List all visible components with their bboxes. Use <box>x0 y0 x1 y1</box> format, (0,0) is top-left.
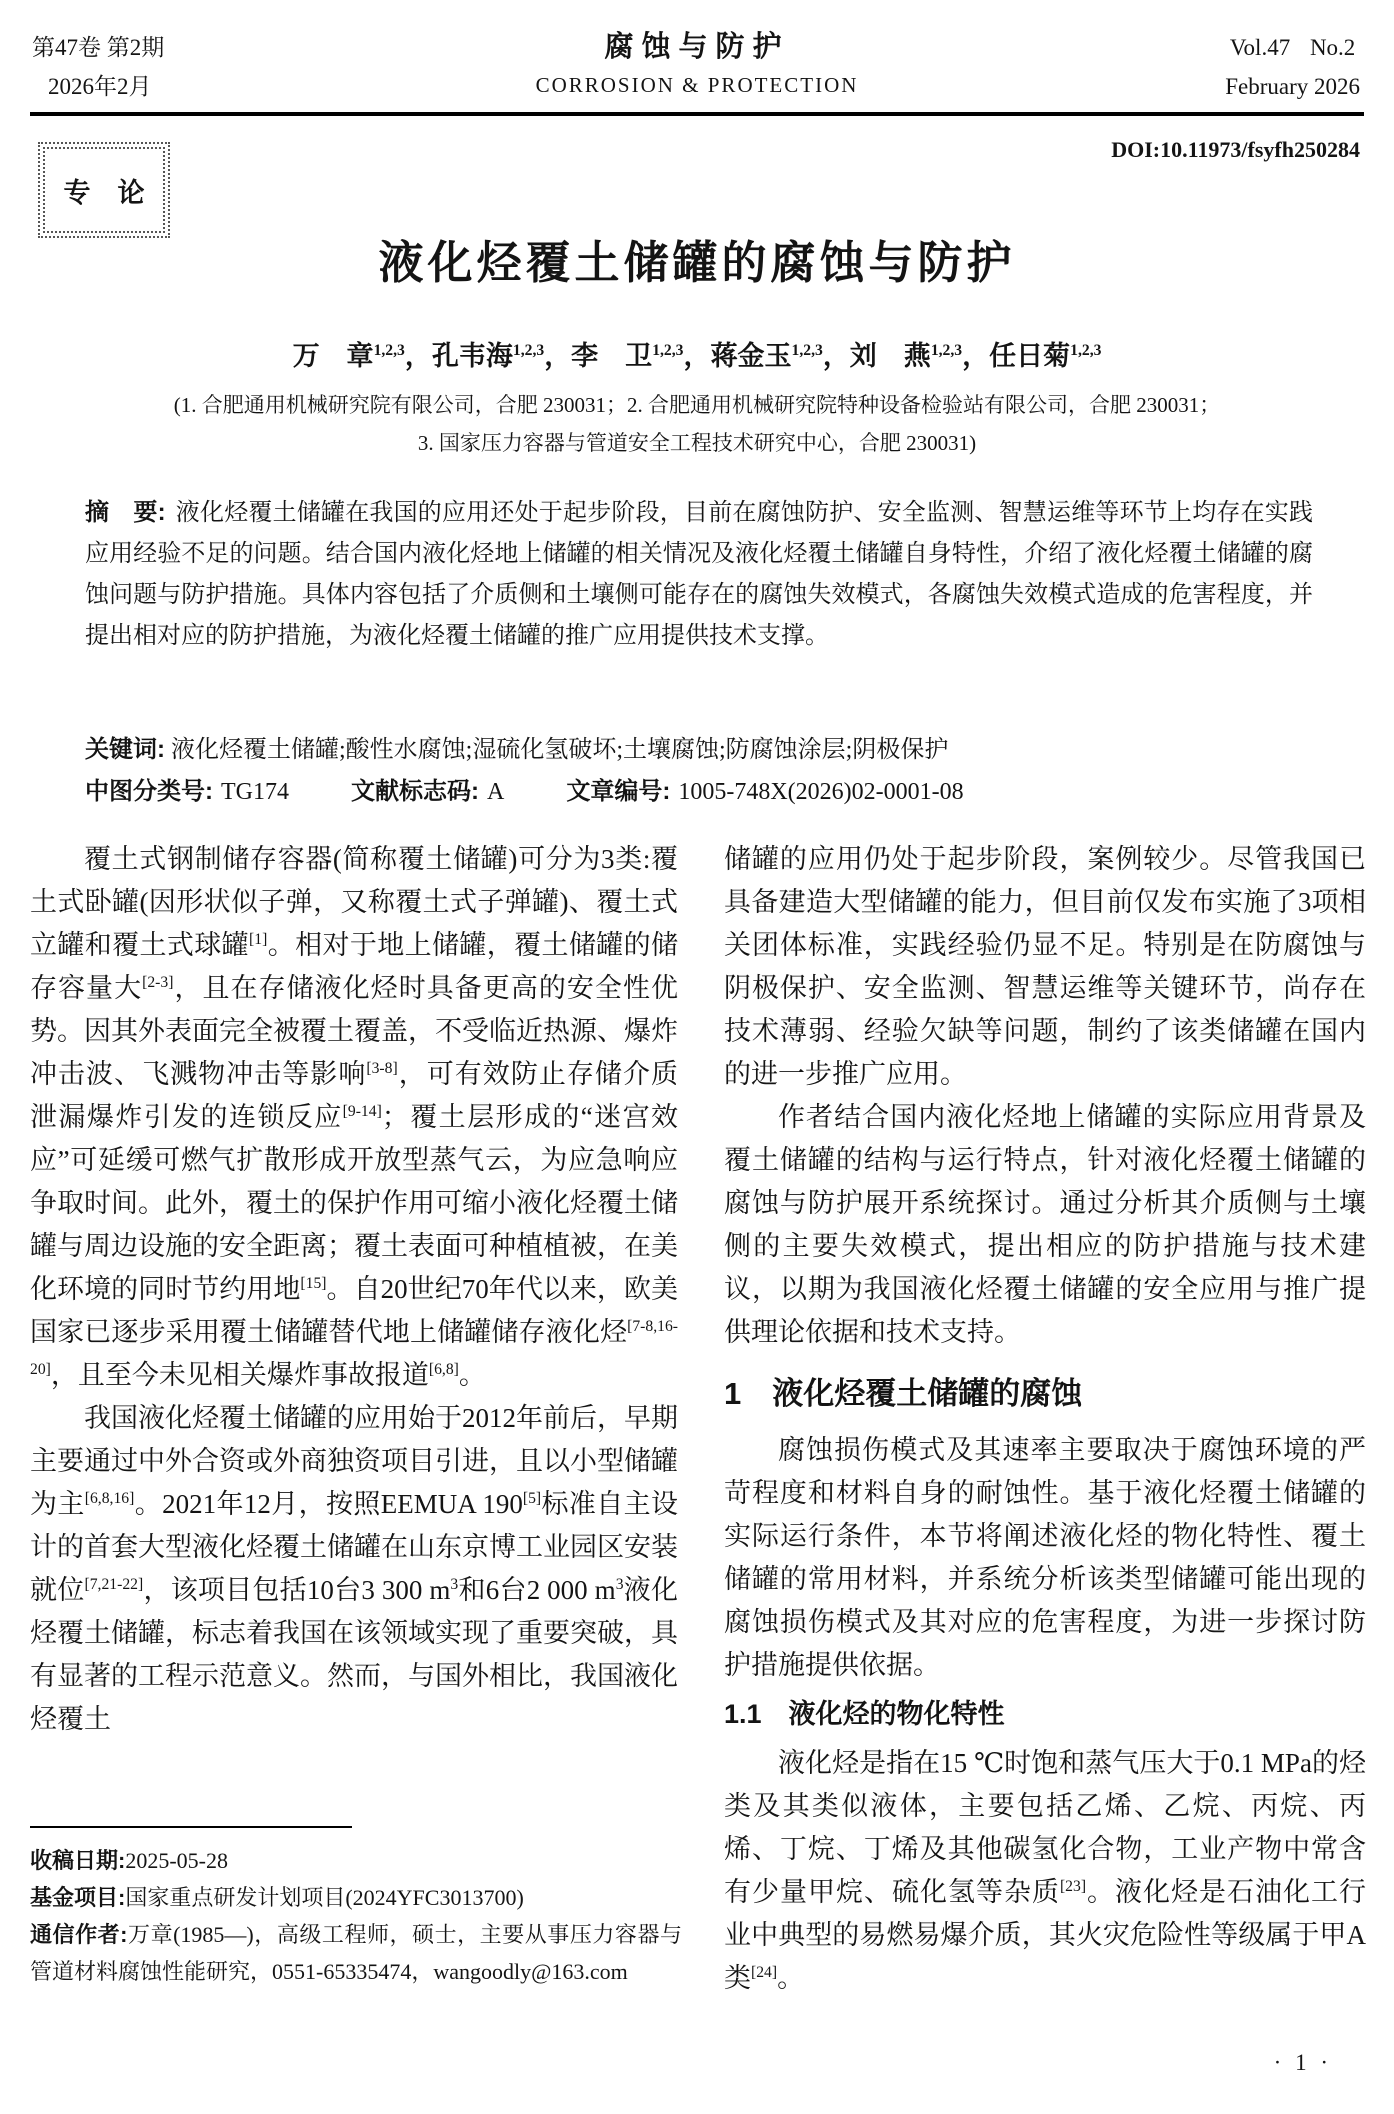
doc-code-pair <box>351 779 504 805</box>
affiliation-line: 3. 国家压力容器与管道安全工程技术研究中心，合肥 230031) <box>417 431 977 455</box>
affiliation-line: (1. 合肥通用机械研究院有限公司，合肥 230031；2. 合肥通用机械研究院特种设备检验站有限公司，合肥 230031； <box>173 393 1221 417</box>
classification-line <box>85 771 1313 806</box>
keywords <box>85 729 1313 764</box>
fund-text: 国家重点研发计划项目(2024YFC3013700) <box>125 1885 524 1910</box>
keywords-label: 关键词: <box>85 736 165 763</box>
paragraph: 覆土式钢制储存容器(简称覆土储罐)可分为3类:覆土式卧罐(因形状似子弹，又称覆土式子弹罐)、覆土式立罐和覆土式球罐[1]。相对于地上储罐，覆土储罐的储存容量大[2-3]，且在存储液化烃时具备更高的安全性优势。因其外表面完全被覆土覆盖，不受临近热源、爆炸冲击波、飞溅物冲击等影响[3-8]，可有效防止存储介质泄漏爆炸引发的连锁反应[9-14]；覆土层形成的“迷宫效应”可延缓可燃气扩散形成开放型蒸气云，为应急响应争取时间。此外，覆土的保护作用可缩小液化烃覆土储罐与周边设施的安全距离；覆土表面可种植植被，在美化环境的同时节约用地[15]。自20世纪70年代以来，欧美国家已逐步采用覆土储罐替代地上储罐储存液化烃[7-8,16-20]，且至今未见相关爆炸事故报道[6,8]。 <box>30 844 678 1390</box>
journal-masthead <box>0 24 1394 98</box>
page-title: 液化烃覆土储罐的腐蚀与防护 <box>378 237 1016 288</box>
affiliations <box>0 386 1394 462</box>
journal-name: 腐蚀与防护 <box>604 31 790 63</box>
header-rule <box>30 112 1364 116</box>
received-label: 收稿日期: <box>30 1848 126 1873</box>
header-volume-info <box>1225 28 1360 106</box>
volume-issue: 第47卷 第2期 <box>32 35 165 60</box>
section-heading-1: 1 液化烃覆土储罐的腐蚀 <box>724 1376 1083 1411</box>
footnote-fund <box>30 1879 682 1916</box>
article-id-pair <box>566 779 963 805</box>
paragraph: 我国液化烃覆土储罐的应用始于2012年前后，早期主要通过中外合资或外商独资项目引进，且以小型储罐为主[6,8,16]。2021年12月，按照EEMUA 190[5]标准自主设计的首套大型液化烃覆土储罐在山东京博工业园区安装就位[7,21-22]，该项目包括10台3 300 $m^3$和6台2 000 $m^3$液化烃覆土储罐，标志着我国在该领域实现了重要突破，具有显著的工程示范意义。然而，与国外相比，我国液化烃覆土 <box>30 1403 678 1734</box>
doc-code-value: A <box>487 779 505 805</box>
section-heading-1-1: 1.1 液化烃的物化特性 <box>724 1699 1005 1729</box>
abstract-text: 液化烃覆土储罐在我国的应用还处于起步阶段，目前在腐蚀防护、安全监测、智慧运维等环节上均存在实践应用经验不足的问题。结合国内液化烃地上储罐的相关情况及液化烃覆土储罐自身特性，介绍了液化烃覆土储罐的腐蚀问题与防护措施。具体内容包括了介质侧和土壤侧可能存在的腐蚀失效模式，各腐蚀失效模式造成的危害程度，并提出相对应的防护措施，为液化烃覆土储罐的推广应用提供技术支撑。 <box>85 500 1313 649</box>
corresponding-label: 通信作者: <box>30 1922 128 1947</box>
fund-label: 基金项目: <box>30 1885 126 1910</box>
doc-code-label: 文献标志码: <box>351 778 479 805</box>
article-id-label: 文章编号: <box>566 778 671 805</box>
clc-label: 中图分类号: <box>85 778 213 805</box>
body-column-left <box>30 838 678 1830</box>
abstract <box>85 492 1313 657</box>
paragraph: 储罐的应用仍处于起步阶段，案例较少。尽管我国已具备建造大型储罐的能力，但目前仅发布实施了3项相关团体标准，实践经验仍显不足。特别是在防腐蚀与阴极保护、安全监测、智慧运维等关键环节，尚存在技术薄弱、经验欠缺等问题，制约了该类储罐在国内的进一步推广应用。 <box>724 844 1366 1089</box>
footnote-corresponding <box>30 1916 682 1990</box>
received-date: 2025-05-28 <box>125 1848 228 1873</box>
paragraph: 腐蚀损伤模式及其速率主要取决于腐蚀环境的严苛程度和材料自身的耐蚀性。基于液化烃覆土储罐的实际运行条件，本节将阐述液化烃的物化特性、覆土储罐的常用材料，并系统分析该类型储罐可能出现的腐蚀损伤模式及其对应的危害程度，为进一步探讨防护措施提供依据。 <box>724 1435 1366 1680</box>
volume-no-en: Vol.47 No.2 <box>1229 35 1356 60</box>
article-id-value: 1005-748X(2026)02-0001-08 <box>678 779 964 805</box>
page-number: · 1 · <box>1273 2050 1332 2075</box>
clc-value: TG174 <box>221 779 289 805</box>
column-badge: 专 论 <box>38 142 170 238</box>
issue-date-en: February 2026 <box>1225 74 1360 99</box>
issue-date-cn: 2026年2月 <box>48 74 152 99</box>
body-column-right <box>724 838 1366 2088</box>
authors-line: 万 章$^{1,2,3}$，孔韦海$^{1,2,3}$，李 卫$^{1,2,3}$，蒋金玉$^{1,2,3}$，刘 燕$^{1,2,3}$，任日菊$^{1,2,3}$ <box>292 341 1102 371</box>
doi: DOI:10.11973/fsyfh250284 <box>1111 137 1360 162</box>
clc-pair <box>85 779 289 805</box>
journal-name-en: CORROSION & PROTECTION <box>535 73 859 97</box>
paragraph: 液化烃是指在15 ℃时饱和蒸气压大于0.1 MPa的烃类及其类似液体，主要包括乙烯、乙烷、丙烷、丙烯、丁烷、丁烯及其他碳氢化合物，工业产物中常含有少量甲烷、硫化氢等杂质[23]。液化烃是石油化工行业中典型的易燃易爆介质，其火灾危险性等级属于甲A类[24]。 <box>724 1748 1366 1993</box>
abstract-label: 摘 要: <box>85 499 166 526</box>
footnote-received <box>30 1842 682 1879</box>
paragraph: 作者结合国内液化烃地上储罐的实际应用背景及覆土储罐的结构与运行特点，针对液化烃覆土储罐的腐蚀与防护展开系统探讨。通过分析其介质侧与土壤侧的主要失效模式，提出相应的防护措施与技术建议，以期为我国液化烃覆土储罐的安全应用与推广提供理论依据和技术支持。 <box>724 1102 1366 1347</box>
footnote-block <box>30 1826 682 1990</box>
keywords-text: 液化烃覆土储罐;酸性水腐蚀;湿硫化氢破坏;土壤腐蚀;防腐蚀涂层;阴极保护 <box>171 737 949 763</box>
footnote-rule <box>30 1826 352 1828</box>
corresponding-text: 万章(1985—)，高级工程师，硕士，主要从事压力容器与管道材料腐蚀性能研究，0551-65335474，wangoodly@163.com <box>30 1922 682 1984</box>
